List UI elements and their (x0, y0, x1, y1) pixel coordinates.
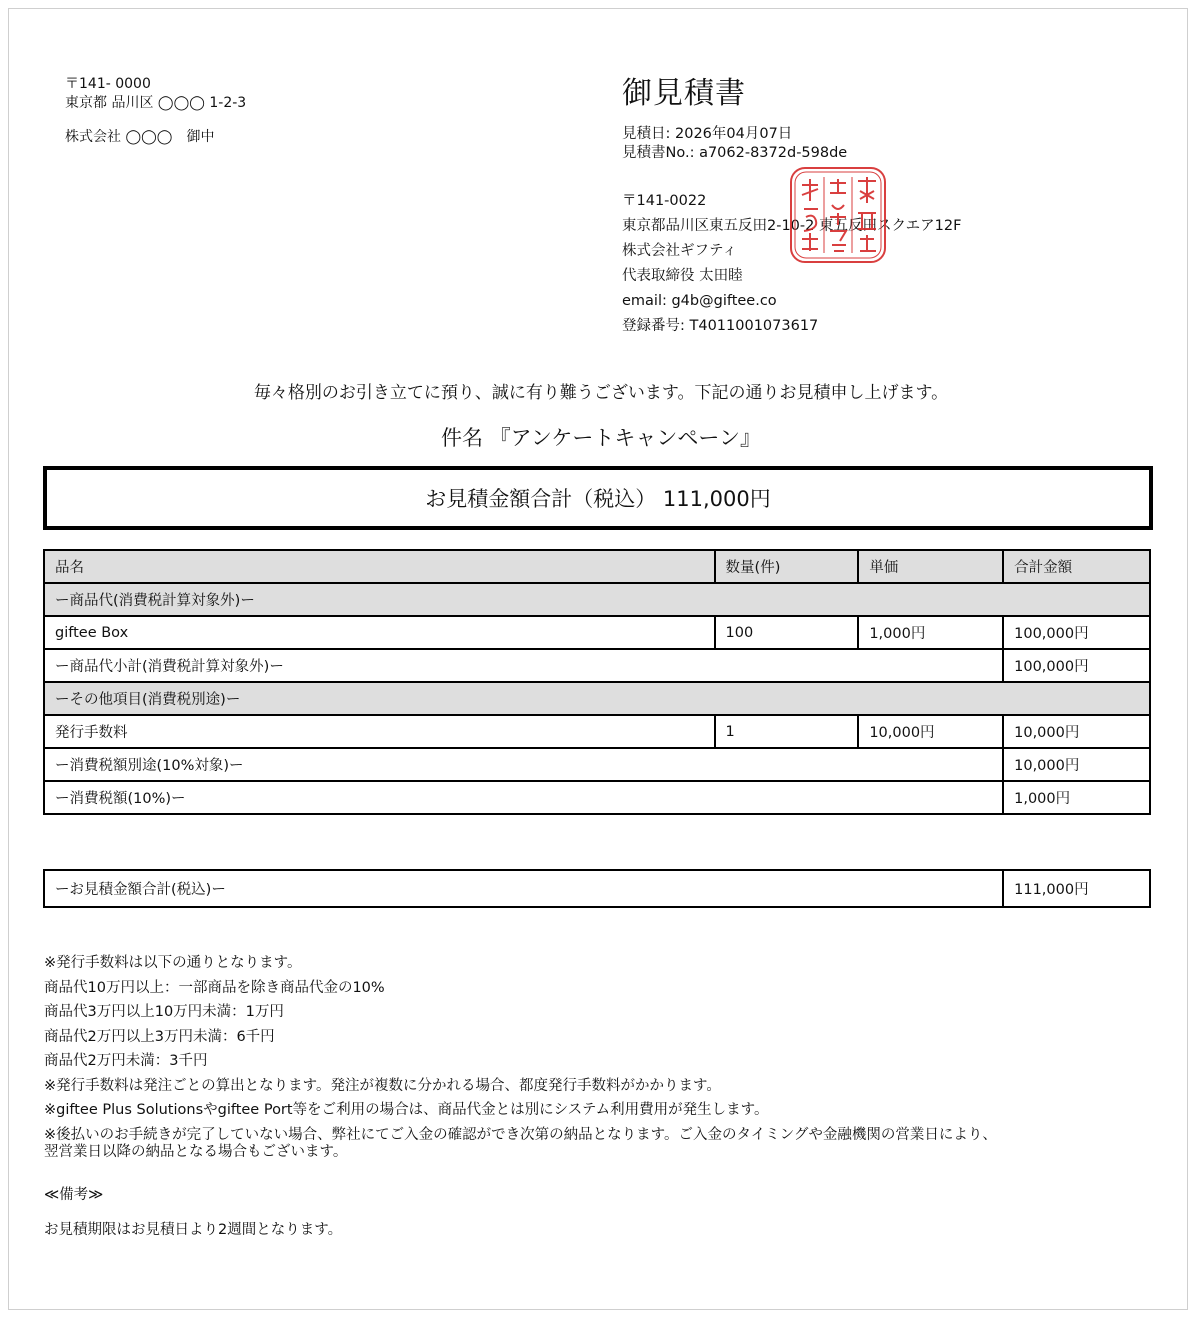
remarks-body: お見積期限はお見積日より2週間となります。 (44, 1222, 343, 1238)
issuer-company: 株式会社ギフティ (622, 243, 737, 259)
taxable-label: ー消費税額別途(10%対象)ー (44, 748, 1003, 781)
grand-total-table (43, 869, 1151, 908)
items-table (43, 549, 1151, 815)
tax-row (44, 781, 1150, 814)
note-line: 商品代10万円以上：一部商品を除き商品代金の10% (44, 979, 385, 996)
table-row (44, 715, 1150, 748)
item-quantity: 100 (715, 616, 859, 649)
note-line: 商品代2万円未満：3千円 (44, 1053, 208, 1069)
recipient-block (65, 75, 246, 147)
item-total: 10,000円 (1003, 715, 1150, 748)
recipient-company: 株式会社 ◯◯◯ 御中 (65, 129, 215, 145)
company-seal-stamp (788, 165, 888, 265)
note-line: 商品代2万円以上3万円未満：6千円 (44, 1028, 275, 1045)
recipient-address: 東京都 品川区 ◯◯◯ 1-2-3 (65, 95, 247, 111)
tax-amount: 1,000円 (1003, 781, 1150, 814)
section-row-products (44, 583, 1150, 616)
header-quantity: 数量(件) (715, 550, 859, 583)
table-header-row (44, 550, 1150, 583)
table-row (44, 616, 1150, 649)
total-amount-text: お見積金額合計（税込） 111,000円 (425, 487, 771, 511)
item-unit-price: 10,000円 (858, 715, 1003, 748)
subject-title: 件名 『アンケートキャンペーン』 (441, 426, 761, 450)
section-row-other (44, 682, 1150, 715)
document-title: 御見積書 (622, 76, 746, 111)
issuer-postal: 〒141-0022 (622, 193, 707, 209)
item-name: giftee Box (44, 616, 715, 649)
item-unit-price: 1,000円 (858, 616, 1003, 649)
issuer-registration: 登録番号: T4011001073617 (622, 318, 819, 334)
header-unit-price: 単価 (858, 550, 1003, 583)
note-line: 商品代3万円以上10万円未満：1万円 (44, 1004, 284, 1020)
note-line: ※後払いのお手続きが完了していない場合、弊社にてご入金の確認ができ次第の納品となります。ご入金のタイミングや金融機関の営業日により、 (44, 1126, 997, 1143)
note-line: ※giftee Plus Solutionsやgiftee Port等をご利用の場合は、商品代金とは別にシステム利用費用が発生します。 (44, 1102, 769, 1118)
total-amount-banner (43, 466, 1153, 530)
taxable-row (44, 748, 1150, 781)
document-meta (622, 125, 847, 163)
notes-block (44, 951, 997, 1161)
estimate-date: 見積日: 2026年04月07日 (622, 126, 793, 142)
greeting-text: 毎々格別のお引き立てに預り、誠に有り難うございます。下記の通りお見積申し上げます。 (253, 383, 949, 403)
note-line: 翌営業日以降の納品となる場合もございます。 (44, 1143, 348, 1160)
recipient-postal: 〒141- 0000 (65, 76, 151, 92)
note-line: ※発行手数料は発注ごとの算出となります。発注が複数に分かれる場合、都度発行手数料がかかります。 (44, 1077, 721, 1094)
taxable-amount: 10,000円 (1003, 748, 1150, 781)
section-label: ーその他項目(消費税別途)ー (44, 682, 715, 715)
item-quantity: 1 (715, 715, 859, 748)
note-line: ※発行手数料は以下の通りとなります。 (44, 955, 302, 971)
section-label: ー商品代(消費税計算対象外)ー (44, 583, 715, 616)
grand-total-row (44, 870, 1150, 907)
remarks-title: ≪備考≫ (44, 1187, 104, 1203)
grand-total-label: ーお見積金額合計(税込)ー (44, 870, 1003, 907)
issuer-representative: 代表取締役 太田睦 (622, 268, 743, 284)
grand-total-amount: 111,000円 (1003, 870, 1150, 907)
estimate-number: 見積書No.: a7062-8372d-598de (622, 145, 848, 161)
subtotal-amount: 100,000円 (1003, 649, 1150, 682)
header-total: 合計金額 (1003, 550, 1150, 583)
header-item-name: 品名 (44, 550, 715, 583)
item-total: 100,000円 (1003, 616, 1150, 649)
item-name: 発行手数料 (44, 715, 715, 748)
subtotal-row (44, 649, 1150, 682)
issuer-address: 東京都品川区東五反田2-10-2 東五反田スクエア12F (622, 218, 962, 234)
subtotal-label: ー商品代小計(消費税計算対象外)ー (44, 649, 1003, 682)
tax-label: ー消費税額(10%)ー (44, 781, 1003, 814)
issuer-email: email: g4b@giftee.co (622, 293, 777, 309)
